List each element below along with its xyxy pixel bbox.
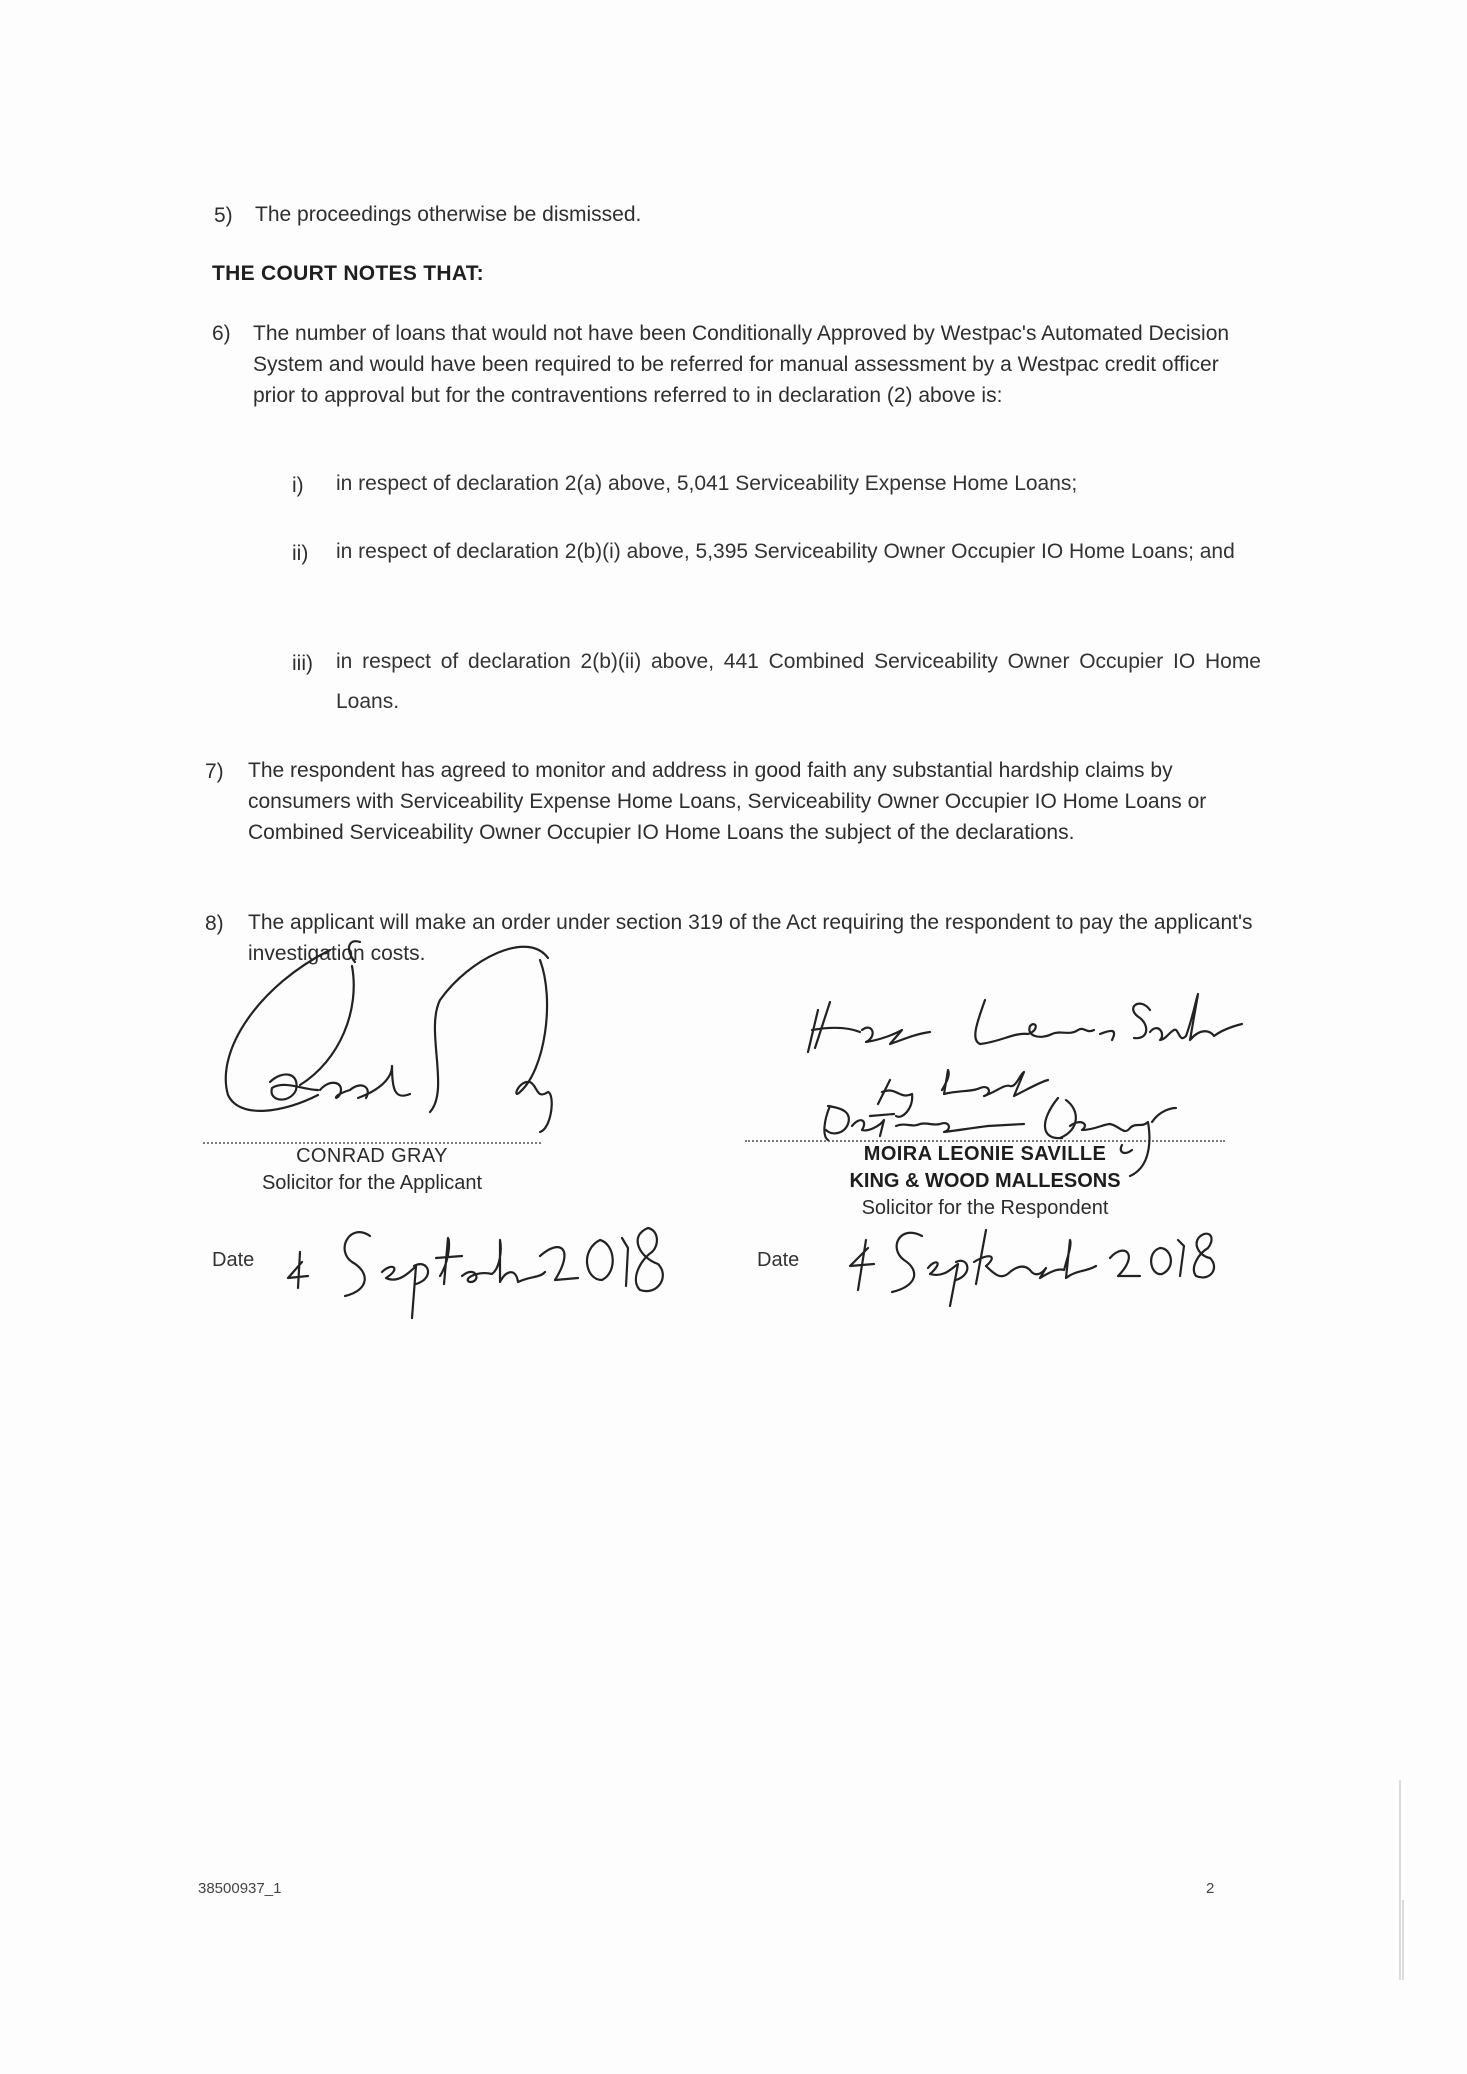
subitem-number: ii) [292,542,309,565]
item-8-text: The applicant will make an order under section 319 of the Act requiring the respondent to pay the applicant's investigation costs. [248,911,1253,965]
respondent-signature-block [760,1141,1210,1222]
respondent-firm: KING & WOOD MALLESONS [849,1170,1121,1192]
subitem-i-text: in respect of declaration 2(a) above, 5,041 Serviceability Expense Home Loans; [336,472,1078,495]
subitem-iii-text: in respect of declaration 2(b)(ii) above, 441 Combined Serviceability Owner Occupier IO Home Loans. [336,650,1261,713]
item-number: 6) [212,322,231,345]
subitem-number: i) [292,474,304,497]
applicant-name: CONRAD GRAY [296,1145,448,1167]
document-id: 38500937_1 [198,1880,282,1897]
applicant-handwritten-date [288,1228,663,1318]
applicant-role: Solicitor for the Applicant [261,1172,483,1194]
page-number: 2 [1206,1880,1215,1897]
applicant-signature-block [203,1143,541,1197]
respondent-handwritten-date [850,1230,1214,1306]
subitem-number: iii) [292,652,313,675]
item-number: 7) [205,760,224,783]
item-6-text: The number of loans that would not have been Conditionally Approved by Westpac's Automated Decision System and would have been required to be referred for manual assessment by a Westpac credit officer prior to approval but for the contraventions referred to in declaration (2) above is: [253,322,1230,407]
item-number: 5) [214,204,233,227]
subitem-ii-text: in respect of declaration 2(b)(i) above, 5,395 Serviceability Owner Occupier IO Home Loans; and [336,540,1235,563]
item-5-text: The proceedings otherwise be dismissed. [255,203,642,226]
applicant-handwritten-signature [226,941,552,1132]
respondent-date-label: Date [757,1249,800,1271]
respondent-role: Solicitor for the Respondent [861,1197,1109,1219]
court-notes-heading: THE COURT NOTES THAT: [212,262,484,285]
item-number: 8) [205,912,224,935]
respondent-name: MOIRA LEONIE SAVILLE [863,1143,1107,1165]
applicant-date-label: Date [212,1249,255,1271]
item-7-text: The respondent has agreed to monitor and address in good faith any substantial hardship claims by consumers with Serviceability Expense Home Loans, Serviceability Owner Occupier IO Home Loans or Combined Serviceability Owner Occupier IO Home Loans the subject of the declarations. [248,759,1207,844]
